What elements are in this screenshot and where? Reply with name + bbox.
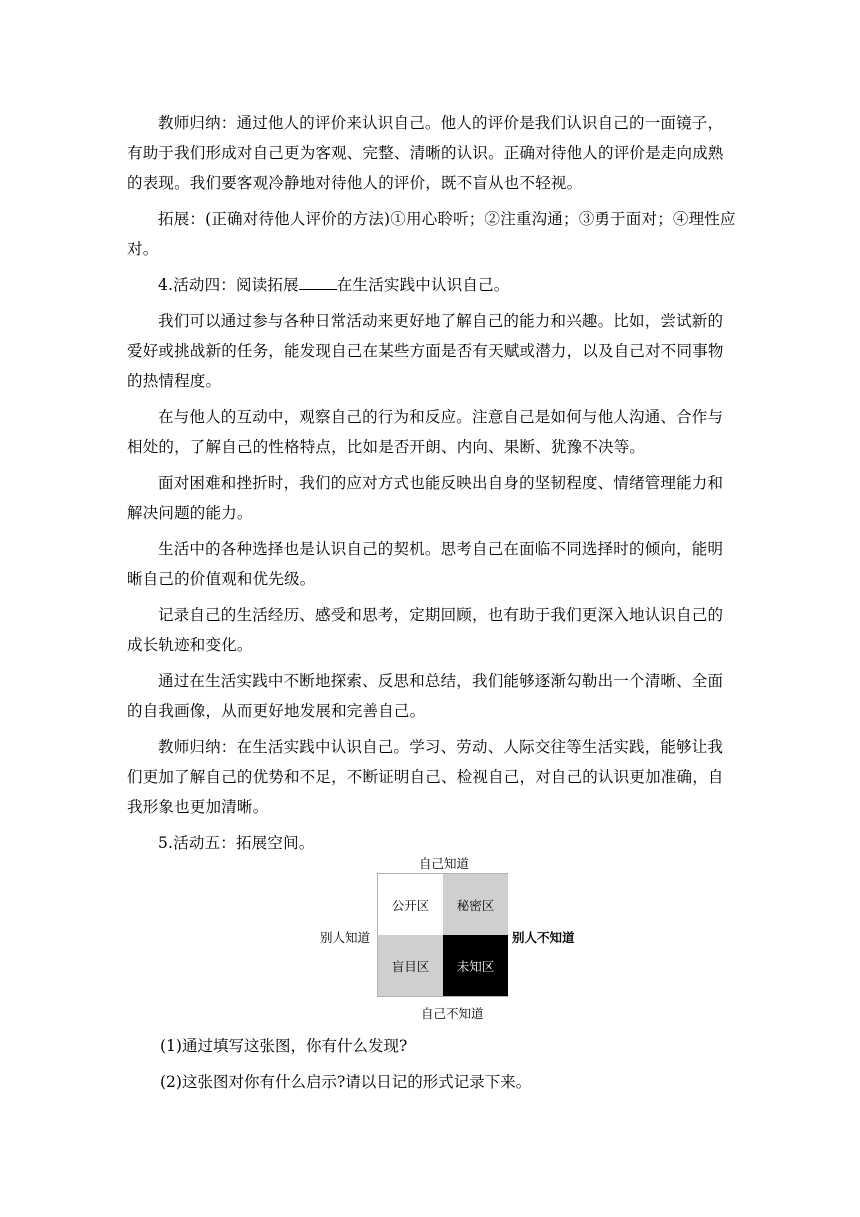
paragraph: 在与他人的互动中，观察自己的行为和反应。注意自己是如何与他人沟通、合作与相处的，了解自己的性格特点，比如是否开朗、内向、果断、犹豫不决等。 xyxy=(127,408,724,456)
paragraph: 拓展：(正确对待他人评价的方法)①用心聆听；②注重沟通；③勇于面对；④理性应对。 xyxy=(127,210,736,258)
paragraph: 生活中的各种选择也是认识自己的契机。思考自己在面临不同选择时的倾向，能明晰自己的价值观和优先级。 xyxy=(127,540,724,588)
label-others-known: 别人知道 xyxy=(320,930,371,945)
question-one: (1)通过填写这张图，你有什么发现? xyxy=(160,1037,408,1055)
activity-five-heading: 5.活动五：拓展空间。 xyxy=(158,834,315,852)
question-two: (2)这张图对你有什么启示?请以日记的形式记录下来。 xyxy=(160,1073,532,1091)
label-self-unknown: 自己不知道 xyxy=(421,1006,484,1021)
activity-four-heading xyxy=(127,270,737,300)
fill-blank xyxy=(299,273,337,290)
open-area: 公开区 xyxy=(378,874,443,935)
hidden-area: 秘密区 xyxy=(443,874,508,935)
paragraph: 教师归纳：通过他人的评价来认识自己。他人的评价是我们认识自己的一面镜子，有助于我们形成对自己更为客观、完整、清晰的认识。正确对待他人的评价是走向成熟的表现。我们要客观冷静地对待他人的评价，既不盲从也不轻视。 xyxy=(127,114,724,192)
unknown-area: 未知区 xyxy=(443,935,508,996)
paragraph: 记录自己的生活经历、感受和思考，定期回顾，也有助于我们更深入地认识自己的成长轨迹和变化。 xyxy=(127,606,724,654)
blind-area: 盲目区 xyxy=(378,935,443,996)
paragraph: 我们可以通过参与各种日常活动来更好地了解自己的能力和兴趣。比如，尝试新的爱好或挑战新的任务，能发现自己在某些方面是否有天赋或潜力，以及自己对不同事物的热情程度。 xyxy=(127,312,724,390)
label-others-unknown: 别人不知道 xyxy=(512,931,575,945)
document-body xyxy=(127,108,737,864)
johari-window-diagram xyxy=(0,852,860,1022)
paragraph: 教师归纳：在生活实践中认识自己。学习、劳动、人际交往等生活实践，能够让我们更加了解自己的优势和不足，不断证明自己、检视自己，对自己的认识更加准确，自我形象也更加清晰。 xyxy=(127,738,724,816)
johari-grid xyxy=(377,873,508,997)
paragraph: 通过在生活实践中不断地探索、反思和总结，我们能够逐渐勾勒出一个清晰、全面的自我画像，从而更好地发展和完善自己。 xyxy=(127,672,724,720)
activity-four-suffix: 在生活实践中认识自己。 xyxy=(336,276,510,294)
label-self-known: 自己知道 xyxy=(419,856,470,871)
paragraph: 面对困难和挫折时，我们的应对方式也能反映出自身的坚韧程度、情绪管理能力和解决问题的能力。 xyxy=(127,474,724,522)
activity-four-prefix: 4.活动四：阅读拓展 xyxy=(158,276,299,294)
